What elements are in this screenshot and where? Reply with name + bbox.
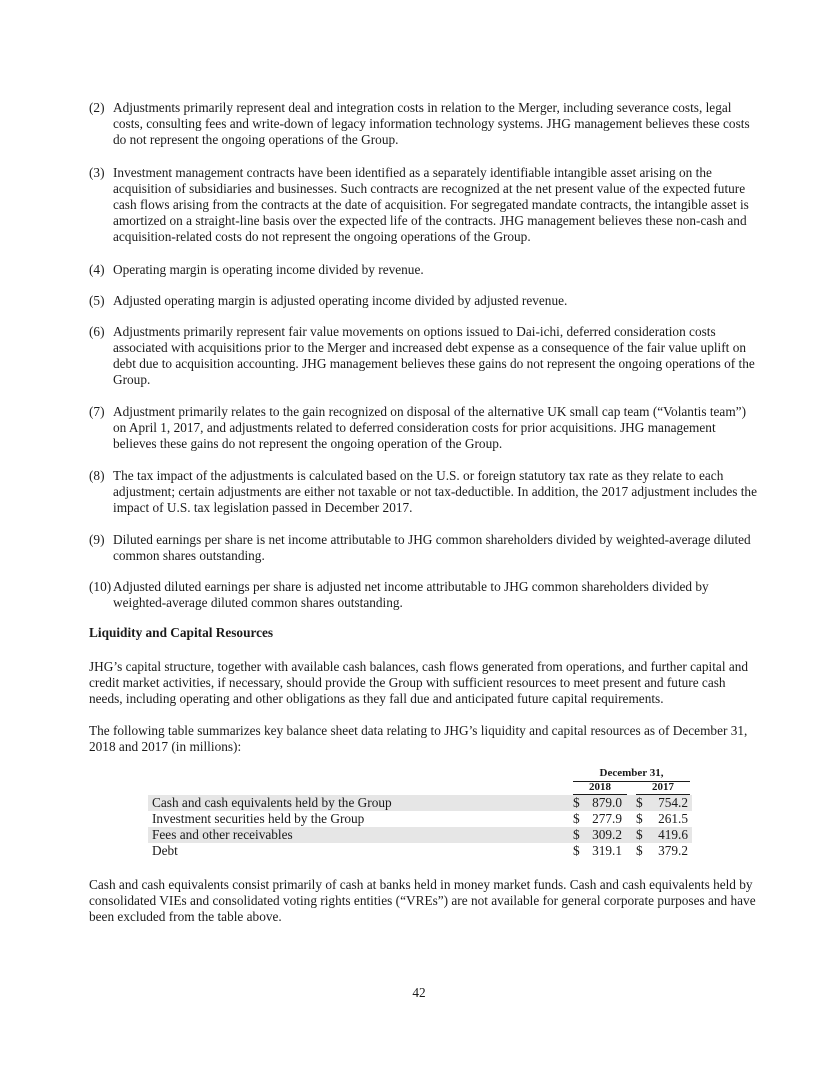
- currency-symbol: $: [573, 795, 580, 810]
- value-2018: 319.1: [592, 843, 622, 858]
- value-2018: 309.2: [592, 827, 622, 842]
- section-heading: Liquidity and Capital Resources: [89, 625, 274, 640]
- footnote-text: Adjusted diluted earnings per share is adjusted net income attributable to JHG common shareholders divided by weighted-average diluted common shares outstanding.: [113, 579, 709, 610]
- footnote-text: Diluted earnings per share is net income attributable to JHG common shareholders divided by weighted-average diluted common shares outstanding.: [113, 532, 751, 563]
- footnote-5: [89, 293, 759, 309]
- table-row: [148, 811, 692, 827]
- value-2017: 419.6: [658, 827, 688, 842]
- footnote-text: Operating margin is operating income divided by revenue.: [113, 262, 424, 277]
- footnote-text: Adjustments primarily represent fair value movements on options issued to Dai-ichi, deferred consideration costs associated with acquisitions prior to the Merger and increased debt expense as a consequence of the fair value uplift on debt due to acquisition accounting. JHG management believes these gains do not represent the ongoing operations of the Group.: [113, 324, 755, 387]
- footnote-8: [89, 468, 759, 516]
- footnote-number: (4): [89, 262, 105, 277]
- footnote-text: Adjustment primarily relates to the gain recognized on disposal of the alternative UK small cap team (“Volantis team”) on April 1, 2017, and adjustments related to deferred consideration costs for prior acquisitions. JHG management believes these gains do not represent the ongoing operation of the Group.: [113, 404, 747, 451]
- footnote-number: (8): [89, 468, 105, 483]
- column-header-2018: 2018: [589, 781, 611, 793]
- footnote-text: Investment management contracts have been identified as a separately identifiable intangible asset arising on the acquisition of subsidiaries and businesses. Such contracts are recognized at the net present value of the expected future cash flows arising from the contracts at the date of acquisition. For segregated mandate contracts, the intangible asset is amortized on a straight-line basis over the expected life of the contracts. JHG management believes these non-cash and acquisition-related costs do not represent the ongoing operations of the Group.: [113, 165, 749, 244]
- footnote-number: (3): [89, 165, 105, 180]
- page-number: 42: [412, 985, 426, 1000]
- footnote-2: [89, 100, 759, 148]
- footnote-text: Adjusted operating margin is adjusted operating income divided by adjusted revenue.: [113, 293, 568, 308]
- currency-symbol: $: [636, 795, 643, 810]
- currency-symbol: $: [573, 811, 580, 826]
- row-label: Fees and other receivables: [152, 827, 293, 842]
- value-2017: 754.2: [658, 795, 688, 810]
- paragraph-table-intro: The following table summarizes key balance sheet data relating to JHG’s liquidity and capital resources as of December 31, 2018 and 2017 (in millions):: [89, 723, 748, 754]
- row-label: Cash and cash equivalents held by the Group: [152, 795, 392, 810]
- paragraph-capital-structure: JHG’s capital structure, together with available cash balances, cash flows generated from operations, and further capital and credit market activities, if necessary, should provide the Group with sufficient resources to meet present and future cash needs, including operating and other obligations as they fall due and anticipated future capital requirements.: [89, 659, 749, 706]
- footnote-number: (7): [89, 404, 105, 419]
- footnote-number: (6): [89, 324, 105, 339]
- footnote-6: [89, 324, 759, 388]
- footnote-number: (9): [89, 532, 105, 547]
- currency-symbol: $: [636, 843, 643, 858]
- value-2017: 261.5: [658, 811, 688, 826]
- footnote-number: (2): [89, 100, 105, 115]
- currency-symbol: $: [573, 827, 580, 842]
- table-row: [148, 795, 692, 811]
- footnote-9: [89, 532, 759, 564]
- table-column-group-header: [573, 767, 690, 780]
- currency-symbol: $: [636, 811, 643, 826]
- table-row: [148, 827, 692, 843]
- footnote-4: [89, 262, 759, 278]
- footnote-10: [89, 579, 759, 611]
- currency-symbol: $: [636, 827, 643, 842]
- footnote-number: (5): [89, 293, 105, 308]
- footnote-text: Adjustments primarily represent deal and integration costs in relation to the Merger, including severance costs, legal costs, consulting fees and write-down of legacy information technology systems. JHG management believes these costs do not represent the ongoing operations of the Group.: [113, 100, 750, 147]
- table-row: [148, 843, 692, 859]
- table-header-label: December 31,: [599, 767, 664, 779]
- footnote-3: [89, 165, 759, 245]
- row-label: Debt: [152, 843, 178, 858]
- value-2018: 879.0: [592, 795, 622, 810]
- footnote-7: [89, 404, 759, 452]
- currency-symbol: $: [573, 843, 580, 858]
- row-label: Investment securities held by the Group: [152, 811, 365, 826]
- paragraph-cash-equivalents: Cash and cash equivalents consist primarily of cash at banks held in money market funds. Cash and cash equivalents held by consolidated VIEs and consolidated voting rights entities (“VREs”) are not available for general corporate purposes and have been excluded from the table above.: [89, 877, 756, 924]
- column-header-2017: 2017: [652, 781, 674, 793]
- footnote-number: (10): [89, 579, 112, 594]
- value-2017: 379.2: [658, 843, 688, 858]
- footnote-text: The tax impact of the adjustments is calculated based on the U.S. or foreign statutory tax rate as they relate to each adjustment; certain adjustments are either not taxable or not tax-deductible. In addition, the 2017 adjustment includes the impact of U.S. tax legislation passed in December 2017.: [113, 468, 757, 515]
- value-2018: 277.9: [592, 811, 622, 826]
